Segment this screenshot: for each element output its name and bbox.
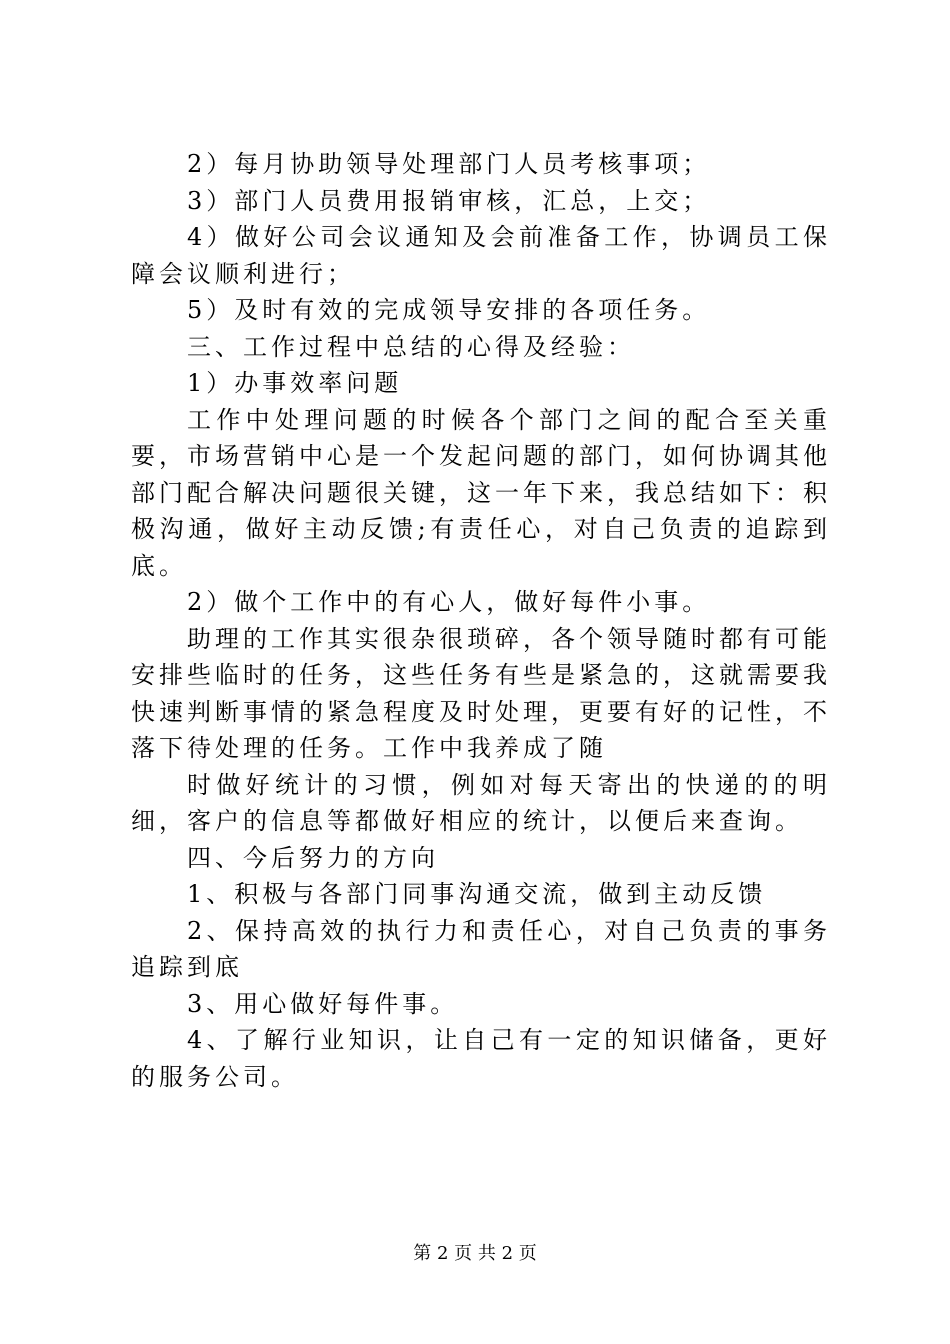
subheading: 1）办事效率问题 xyxy=(187,369,403,397)
paragraph: 2）每月协助领导处理部门人员考核事项； xyxy=(187,150,711,178)
document-body xyxy=(131,146,831,1095)
paragraph: 助理的工作其实很杂很琐碎，各个领导随时都有可能安排些临时的任务，这些任务有些是紧急的，这就需要我快速判断事情的紧急程度及时处理，更要有好的记性，不落下待处理的任务。工作中我养成了随 xyxy=(131,624,831,762)
paragraph: 5）及时有效的完成领导安排的各项任务。 xyxy=(187,296,711,324)
section-heading: 四、今后努力的方向 xyxy=(187,843,439,872)
paragraph: 3）部门人员费用报销审核，汇总，上交； xyxy=(187,186,711,215)
paragraph: 4）做好公司会议通知及会前准备工作，协调员工保障会议顺利进行； xyxy=(131,223,831,288)
subheading: 2）做个工作中的有心人，做好每件小事。 xyxy=(187,588,711,616)
list-item: 1、积极与各部门同事沟通交流，做到主动反馈 xyxy=(187,880,767,908)
paragraph: 工作中处理问题的时候各个部门之间的配合至关重要，市场营销中心是一个发起问题的部门，如何协调其他部门配合解决问题很关键，这一年下来，我总结如下：积极沟通，做好主动反馈;有责任心，对自己负责的追踪到底。 xyxy=(131,405,831,580)
section-heading: 三、工作过程中总结的心得及经验： xyxy=(187,332,635,361)
list-item: 4、了解行业知识，让自己有一定的知识储备，更好的服务公司。 xyxy=(131,1026,831,1091)
page-footer: 第 2 页 共 2 页 xyxy=(413,1243,537,1264)
list-item: 3、用心做好每件事。 xyxy=(187,989,459,1018)
list-item: 2、保持高效的执行力和责任心，对自己负责的事务追踪到底 xyxy=(131,916,831,981)
paragraph: 时做好统计的习惯，例如对每天寄出的快递的的明细，客户的信息等都做好相应的统计，以便后来查询。 xyxy=(131,770,831,835)
